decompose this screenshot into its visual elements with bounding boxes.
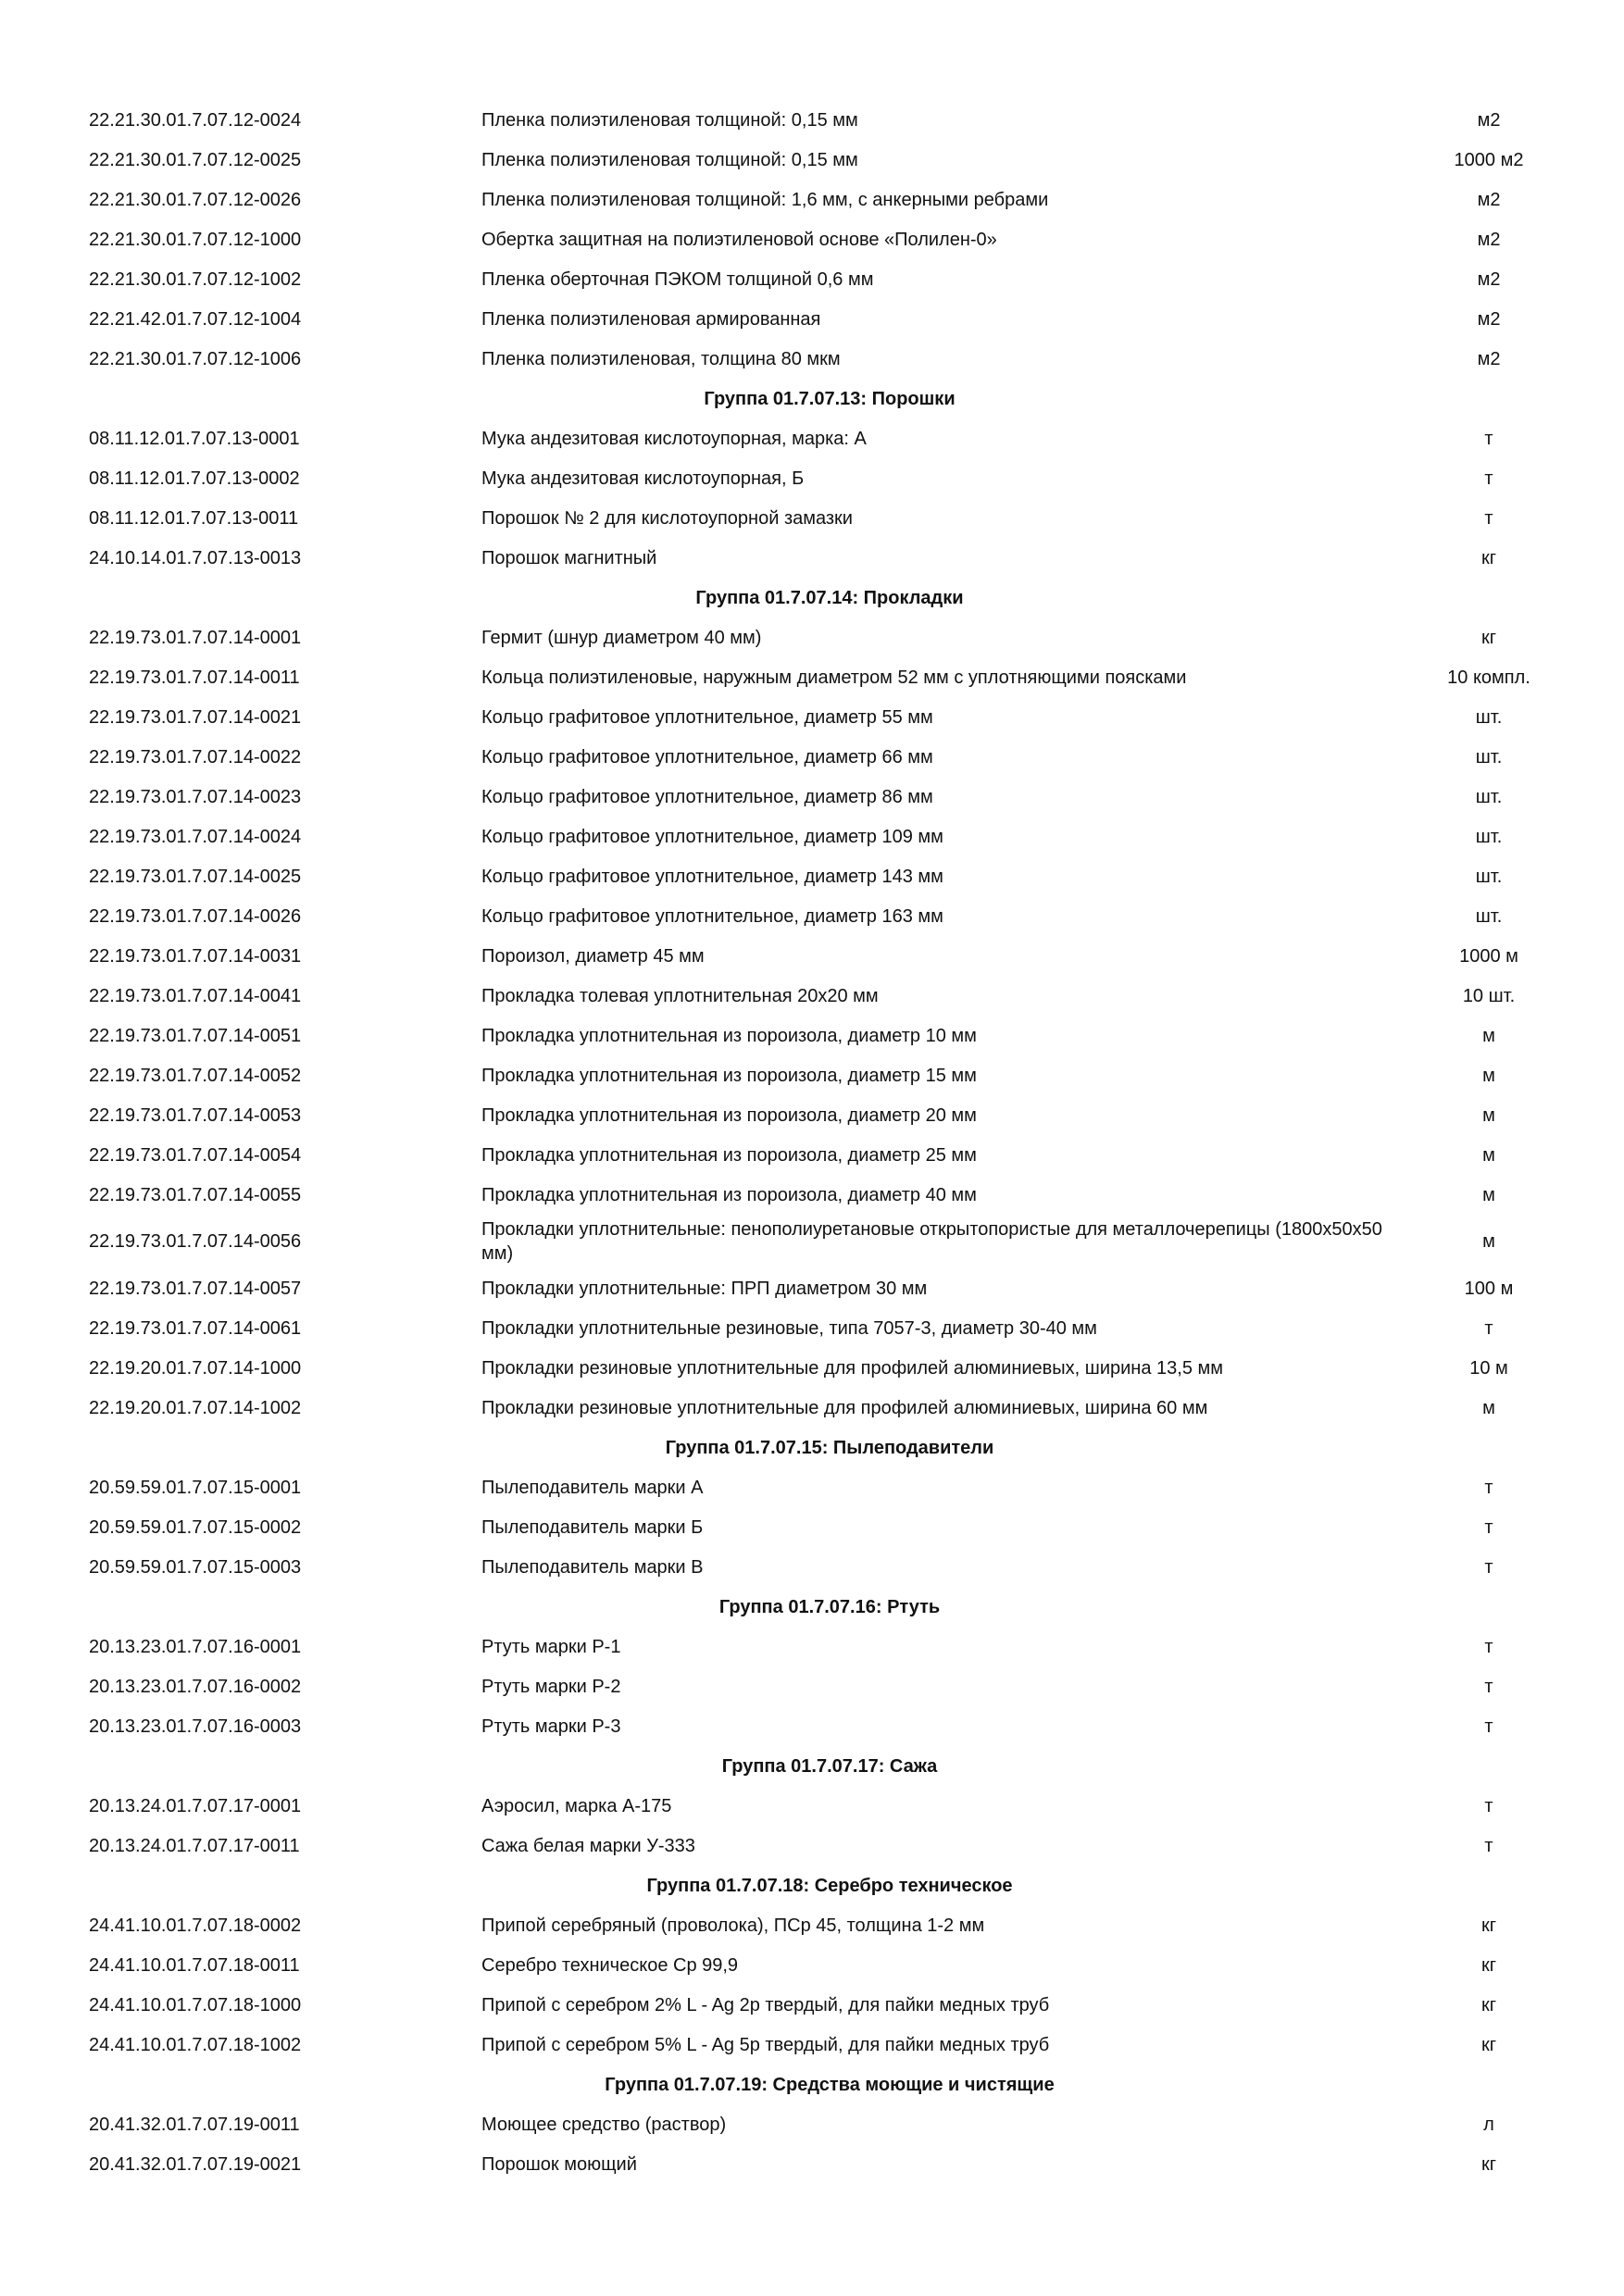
unit-of-measure: м bbox=[1482, 1231, 1495, 1252]
unit-of-measure: кг bbox=[1480, 1954, 1497, 1976]
resource-code: 22.19.20.01.7.07.14-1000 bbox=[89, 1357, 302, 1379]
group-title: Группа 01.7.07.17: Сажа bbox=[721, 1755, 938, 1777]
unit-of-measure: м2 bbox=[1477, 268, 1501, 290]
resource-name: Пылеподавитель марки В bbox=[481, 1556, 704, 1578]
resource-code: 24.10.14.01.7.07.13-0013 bbox=[89, 547, 302, 568]
resource-code: 22.19.73.01.7.07.14-0011 bbox=[89, 667, 300, 688]
group-title: Группа 01.7.07.16: Ртуть bbox=[718, 1596, 941, 1617]
table-row bbox=[89, 936, 1570, 976]
resource-code: 22.21.30.01.7.07.12-0024 bbox=[89, 109, 302, 131]
resource-name: Прокладка уплотнительная из пороизола, диаметр 40 мм bbox=[481, 1184, 977, 1205]
table-row bbox=[89, 538, 1570, 578]
group-header-row bbox=[89, 1428, 1570, 1467]
resource-name: Кольцо графитовое уплотнительное, диаметр 109 мм bbox=[481, 826, 943, 847]
unit-of-measure: шт. bbox=[1475, 786, 1503, 807]
resource-name: Порошок моющий bbox=[481, 2153, 637, 2175]
table-row bbox=[89, 1215, 1570, 1268]
resource-code: 20.41.32.01.7.07.19-0021 bbox=[89, 2153, 302, 2175]
resource-name: Аэросил, марка А-175 bbox=[481, 1795, 672, 1816]
resource-code: 22.19.73.01.7.07.14-0041 bbox=[89, 985, 302, 1006]
resource-name: Прокладки резиновые уплотнительные для профилей алюминиевых, ширина 60 мм bbox=[481, 1397, 1208, 1418]
table-row bbox=[89, 259, 1570, 299]
unit-of-measure: кг bbox=[1480, 2153, 1497, 2175]
resource-name: Прокладка толевая уплотнительная 20х20 мм bbox=[481, 985, 879, 1006]
unit-of-measure: т bbox=[1484, 1716, 1493, 1737]
group-header-row bbox=[89, 1746, 1570, 1786]
table-row bbox=[89, 1547, 1570, 1587]
resource-name: Кольца полиэтиленовые, наружным диаметром 52 мм с уплотняющими поясками bbox=[481, 667, 1187, 688]
unit-of-measure: м bbox=[1482, 1025, 1495, 1046]
resource-name: Пленка полиэтиленовая толщиной: 0,15 мм bbox=[481, 149, 858, 170]
resource-name: Прокладки уплотнительные: ПРП диаметром 30 мм bbox=[481, 1278, 928, 1299]
resource-name: Пленка оберточная ПЭКОМ толщиной 0,6 мм bbox=[481, 268, 874, 290]
unit-of-measure: м bbox=[1482, 1184, 1495, 1205]
resource-code: 20.13.24.01.7.07.17-0011 bbox=[89, 1835, 300, 1856]
unit-of-measure: м2 bbox=[1477, 308, 1501, 330]
unit-of-measure: м2 bbox=[1477, 109, 1501, 131]
unit-of-measure: м2 bbox=[1477, 348, 1501, 369]
unit-of-measure: т bbox=[1484, 428, 1493, 449]
resource-name: Мука андезитовая кислотоупорная, Б bbox=[481, 468, 805, 489]
resource-name: Пылеподавитель марки А bbox=[481, 1477, 704, 1498]
resource-code: 22.19.73.01.7.07.14-0054 bbox=[89, 1144, 302, 1166]
resource-name: Кольцо графитовое уплотнительное, диаметр 163 мм bbox=[481, 905, 943, 927]
resource-name: Кольцо графитовое уплотнительное, диаметр 55 мм bbox=[481, 706, 933, 728]
resource-code: 22.19.73.01.7.07.14-0052 bbox=[89, 1065, 302, 1086]
resource-code: 22.19.73.01.7.07.14-0061 bbox=[89, 1317, 302, 1339]
resource-code: 22.21.30.01.7.07.12-1002 bbox=[89, 268, 302, 290]
table-row bbox=[89, 219, 1570, 259]
resource-code: 24.41.10.01.7.07.18-0002 bbox=[89, 1915, 302, 1936]
resource-code: 22.21.42.01.7.07.12-1004 bbox=[89, 308, 302, 330]
unit-of-measure: 10 компл. bbox=[1447, 667, 1530, 688]
table-row bbox=[89, 856, 1570, 896]
unit-of-measure: т bbox=[1484, 1795, 1493, 1816]
resource-name: Серебро техническое Ср 99,9 bbox=[481, 1954, 739, 1976]
resource-code: 22.19.73.01.7.07.14-0022 bbox=[89, 746, 302, 767]
unit-of-measure: л bbox=[1483, 2114, 1494, 2135]
table-row bbox=[89, 2025, 1570, 2065]
unit-of-measure: м bbox=[1482, 1104, 1495, 1126]
unit-of-measure: шт. bbox=[1475, 826, 1503, 847]
resource-code: 22.19.73.01.7.07.14-0055 bbox=[89, 1184, 302, 1205]
unit-of-measure: 1000 м2 bbox=[1454, 149, 1524, 170]
resource-name: Пылеподавитель марки Б bbox=[481, 1516, 704, 1538]
unit-of-measure: т bbox=[1484, 1636, 1493, 1657]
table-row bbox=[89, 817, 1570, 856]
unit-of-measure: м2 bbox=[1477, 229, 1501, 250]
table-row bbox=[89, 1268, 1570, 1308]
group-title: Группа 01.7.07.19: Средства моющие и чистящие bbox=[605, 2074, 1055, 2095]
resource-code: 22.19.73.01.7.07.14-0024 bbox=[89, 826, 302, 847]
resource-code: 24.41.10.01.7.07.18-1000 bbox=[89, 1994, 302, 2015]
group-header-row bbox=[89, 1866, 1570, 1905]
resource-name: Пленка полиэтиленовая армированная bbox=[481, 308, 821, 330]
resource-code: 22.19.73.01.7.07.14-0021 bbox=[89, 706, 302, 728]
resource-name: Гермит (шнур диаметром 40 мм) bbox=[481, 627, 762, 648]
unit-of-measure: шт. bbox=[1475, 706, 1503, 728]
unit-of-measure: кг bbox=[1480, 627, 1497, 648]
table-row bbox=[89, 1507, 1570, 1547]
table-row bbox=[89, 1945, 1570, 1985]
unit-of-measure: т bbox=[1484, 1317, 1493, 1339]
table-row bbox=[89, 140, 1570, 180]
table-row bbox=[89, 1706, 1570, 1746]
resource-name: Ртуть марки Р-3 bbox=[481, 1716, 621, 1737]
resource-name: Кольцо графитовое уплотнительное, диаметр 86 мм bbox=[481, 786, 933, 807]
table-row bbox=[89, 2104, 1570, 2144]
table-row bbox=[89, 1666, 1570, 1706]
resource-code-table bbox=[89, 100, 1570, 2184]
table-row bbox=[89, 2144, 1570, 2184]
table-row bbox=[89, 100, 1570, 140]
table-row bbox=[89, 339, 1570, 379]
table-row bbox=[89, 1095, 1570, 1135]
group-title: Группа 01.7.07.13: Порошки bbox=[704, 388, 956, 409]
unit-of-measure: шт. bbox=[1475, 866, 1503, 887]
unit-of-measure: т bbox=[1484, 1516, 1493, 1538]
resource-name: Кольцо графитовое уплотнительное, диаметр 143 мм bbox=[481, 866, 943, 887]
resource-name: Пленка полиэтиленовая толщиной: 1,6 мм, с анкерными ребрами bbox=[481, 189, 1049, 210]
unit-of-measure: м bbox=[1482, 1144, 1495, 1166]
resource-code: 20.59.59.01.7.07.15-0003 bbox=[89, 1556, 302, 1578]
resource-name: Кольцо графитовое уплотнительное, диаметр 66 мм bbox=[481, 746, 933, 767]
resource-code: 08.11.12.01.7.07.13-0001 bbox=[89, 428, 300, 449]
table-row bbox=[89, 737, 1570, 777]
table-row bbox=[89, 697, 1570, 737]
group-header-row bbox=[89, 2065, 1570, 2104]
resource-name: Прокладка уплотнительная из пороизола, диаметр 25 мм bbox=[481, 1144, 977, 1166]
resource-name: Припой с серебром 5% L - Ag 5p твердый, для пайки медных труб bbox=[481, 2034, 1050, 2055]
unit-of-measure: т bbox=[1484, 1676, 1493, 1697]
resource-code: 24.41.10.01.7.07.18-1002 bbox=[89, 2034, 302, 2055]
group-header-row bbox=[89, 379, 1570, 418]
resource-code: 22.19.73.01.7.07.14-0001 bbox=[89, 627, 302, 648]
resource-code: 22.21.30.01.7.07.12-0025 bbox=[89, 149, 302, 170]
resource-name: Припой с серебром 2% L - Ag 2p твердый, для пайки медных труб bbox=[481, 1994, 1050, 2015]
table-row bbox=[89, 1627, 1570, 1666]
resource-name: Порошок магнитный bbox=[481, 547, 657, 568]
resource-code: 22.21.30.01.7.07.12-1006 bbox=[89, 348, 302, 369]
table-row bbox=[89, 299, 1570, 339]
unit-of-measure: м bbox=[1482, 1065, 1495, 1086]
resource-name: Прокладки резиновые уплотнительные для профилей алюминиевых, ширина 13,5 мм bbox=[481, 1357, 1224, 1379]
resource-code: 22.19.73.01.7.07.14-0057 bbox=[89, 1278, 302, 1299]
resource-name: Ртуть марки Р-1 bbox=[481, 1636, 621, 1657]
unit-of-measure: м2 bbox=[1477, 189, 1501, 210]
resource-name: Прокладка уплотнительная из пороизола, диаметр 10 мм bbox=[481, 1025, 977, 1046]
resource-code: 20.59.59.01.7.07.15-0001 bbox=[89, 1477, 302, 1498]
resource-code: 22.19.73.01.7.07.14-0026 bbox=[89, 905, 302, 927]
resource-code: 08.11.12.01.7.07.13-0011 bbox=[89, 507, 299, 529]
unit-of-measure: т bbox=[1484, 507, 1493, 529]
resource-code: 22.19.20.01.7.07.14-1002 bbox=[89, 1397, 302, 1418]
table-row bbox=[89, 1985, 1570, 2025]
unit-of-measure: м bbox=[1482, 1397, 1495, 1418]
unit-of-measure: 1000 м bbox=[1459, 945, 1518, 967]
resource-name: Обертка защитная на полиэтиленовой основе «Полилен-0» bbox=[481, 229, 997, 250]
unit-of-measure: т bbox=[1484, 468, 1493, 489]
unit-of-measure: кг bbox=[1480, 1915, 1497, 1936]
resource-name: Прокладка уплотнительная из пороизола, диаметр 15 мм bbox=[481, 1065, 977, 1086]
unit-of-measure: т bbox=[1484, 1477, 1493, 1498]
table-row bbox=[89, 498, 1570, 538]
group-title: Группа 01.7.07.18: Серебро техническое bbox=[646, 1875, 1013, 1896]
table-row bbox=[89, 180, 1570, 219]
table-row bbox=[89, 1175, 1570, 1215]
resource-code: 20.41.32.01.7.07.19-0011 bbox=[89, 2114, 300, 2135]
table-row bbox=[89, 1467, 1570, 1507]
unit-of-measure: 10 шт. bbox=[1462, 985, 1516, 1006]
table-body bbox=[89, 100, 1570, 2184]
resource-code: 22.19.73.01.7.07.14-0053 bbox=[89, 1104, 302, 1126]
resource-code: 22.19.73.01.7.07.14-0031 bbox=[89, 945, 302, 967]
group-title: Группа 01.7.07.15: Пылеподавители bbox=[665, 1437, 994, 1458]
resource-name: Сажа белая марки У-333 bbox=[481, 1835, 695, 1856]
resource-name: Прокладки уплотнительные: пенополиуретановые открытопористые для металлочерепицы (1800х50х50 мм) bbox=[481, 1219, 1382, 1264]
resource-code: 24.41.10.01.7.07.18-0011 bbox=[89, 1954, 300, 1976]
unit-of-measure: т bbox=[1484, 1835, 1493, 1856]
table-row bbox=[89, 1826, 1570, 1866]
resource-name: Ртуть марки Р-2 bbox=[481, 1676, 621, 1697]
resource-code: 22.19.73.01.7.07.14-0051 bbox=[89, 1025, 302, 1046]
resource-name: Пленка полиэтиленовая, толщина 80 мкм bbox=[481, 348, 841, 369]
unit-of-measure: шт. bbox=[1475, 905, 1503, 927]
unit-of-measure: кг bbox=[1480, 547, 1497, 568]
table-row bbox=[89, 1388, 1570, 1428]
resource-code: 20.13.23.01.7.07.16-0002 bbox=[89, 1676, 302, 1697]
unit-of-measure: шт. bbox=[1475, 746, 1503, 767]
unit-of-measure: 10 м bbox=[1469, 1357, 1508, 1379]
resource-code: 20.59.59.01.7.07.15-0002 bbox=[89, 1516, 302, 1538]
resource-code: 22.19.73.01.7.07.14-0023 bbox=[89, 786, 302, 807]
group-header-row bbox=[89, 1587, 1570, 1627]
resource-code: 20.13.24.01.7.07.17-0001 bbox=[89, 1795, 302, 1816]
resource-name: Моющее средство (раствор) bbox=[481, 2114, 727, 2135]
table-row bbox=[89, 1905, 1570, 1945]
unit-of-measure: т bbox=[1484, 1556, 1493, 1578]
table-row bbox=[89, 1055, 1570, 1095]
table-row bbox=[89, 458, 1570, 498]
group-header-row bbox=[89, 578, 1570, 618]
unit-of-measure: кг bbox=[1480, 2034, 1497, 2055]
group-title: Группа 01.7.07.14: Прокладки bbox=[695, 587, 964, 608]
resource-name: Пороизол, диаметр 45 мм bbox=[481, 945, 705, 967]
resource-name: Мука андезитовая кислотоупорная, марка: А bbox=[481, 428, 867, 449]
table-row bbox=[89, 896, 1570, 936]
resource-code: 08.11.12.01.7.07.13-0002 bbox=[89, 468, 300, 489]
resource-name: Порошок № 2 для кислотоупорной замазки bbox=[481, 507, 853, 529]
unit-of-measure: 100 м bbox=[1464, 1278, 1514, 1299]
resource-name: Пленка полиэтиленовая толщиной: 0,15 мм bbox=[481, 109, 858, 131]
resource-code: 22.21.30.01.7.07.12-1000 bbox=[89, 229, 302, 250]
resource-code: 22.21.30.01.7.07.12-0026 bbox=[89, 189, 302, 210]
table-row bbox=[89, 1308, 1570, 1348]
resource-code: 22.19.73.01.7.07.14-0056 bbox=[89, 1231, 302, 1252]
resource-name: Прокладка уплотнительная из пороизола, диаметр 20 мм bbox=[481, 1104, 977, 1126]
table-row bbox=[89, 618, 1570, 657]
table-row bbox=[89, 976, 1570, 1016]
resource-code: 20.13.23.01.7.07.16-0001 bbox=[89, 1636, 302, 1657]
table-row bbox=[89, 418, 1570, 458]
table-row bbox=[89, 1016, 1570, 1055]
table-row bbox=[89, 1786, 1570, 1826]
table-row bbox=[89, 1348, 1570, 1388]
resource-code: 22.19.73.01.7.07.14-0025 bbox=[89, 866, 302, 887]
resource-name: Припой серебряный (проволока), ПСр 45, толщина 1-2 мм bbox=[481, 1915, 985, 1936]
table-row bbox=[89, 777, 1570, 817]
resource-name: Прокладки уплотнительные резиновые, типа 7057-3, диаметр 30-40 мм bbox=[481, 1317, 1097, 1339]
unit-of-measure: кг bbox=[1480, 1994, 1497, 2015]
resource-code: 20.13.23.01.7.07.16-0003 bbox=[89, 1716, 302, 1737]
table-row bbox=[89, 1135, 1570, 1175]
table-row bbox=[89, 657, 1570, 697]
